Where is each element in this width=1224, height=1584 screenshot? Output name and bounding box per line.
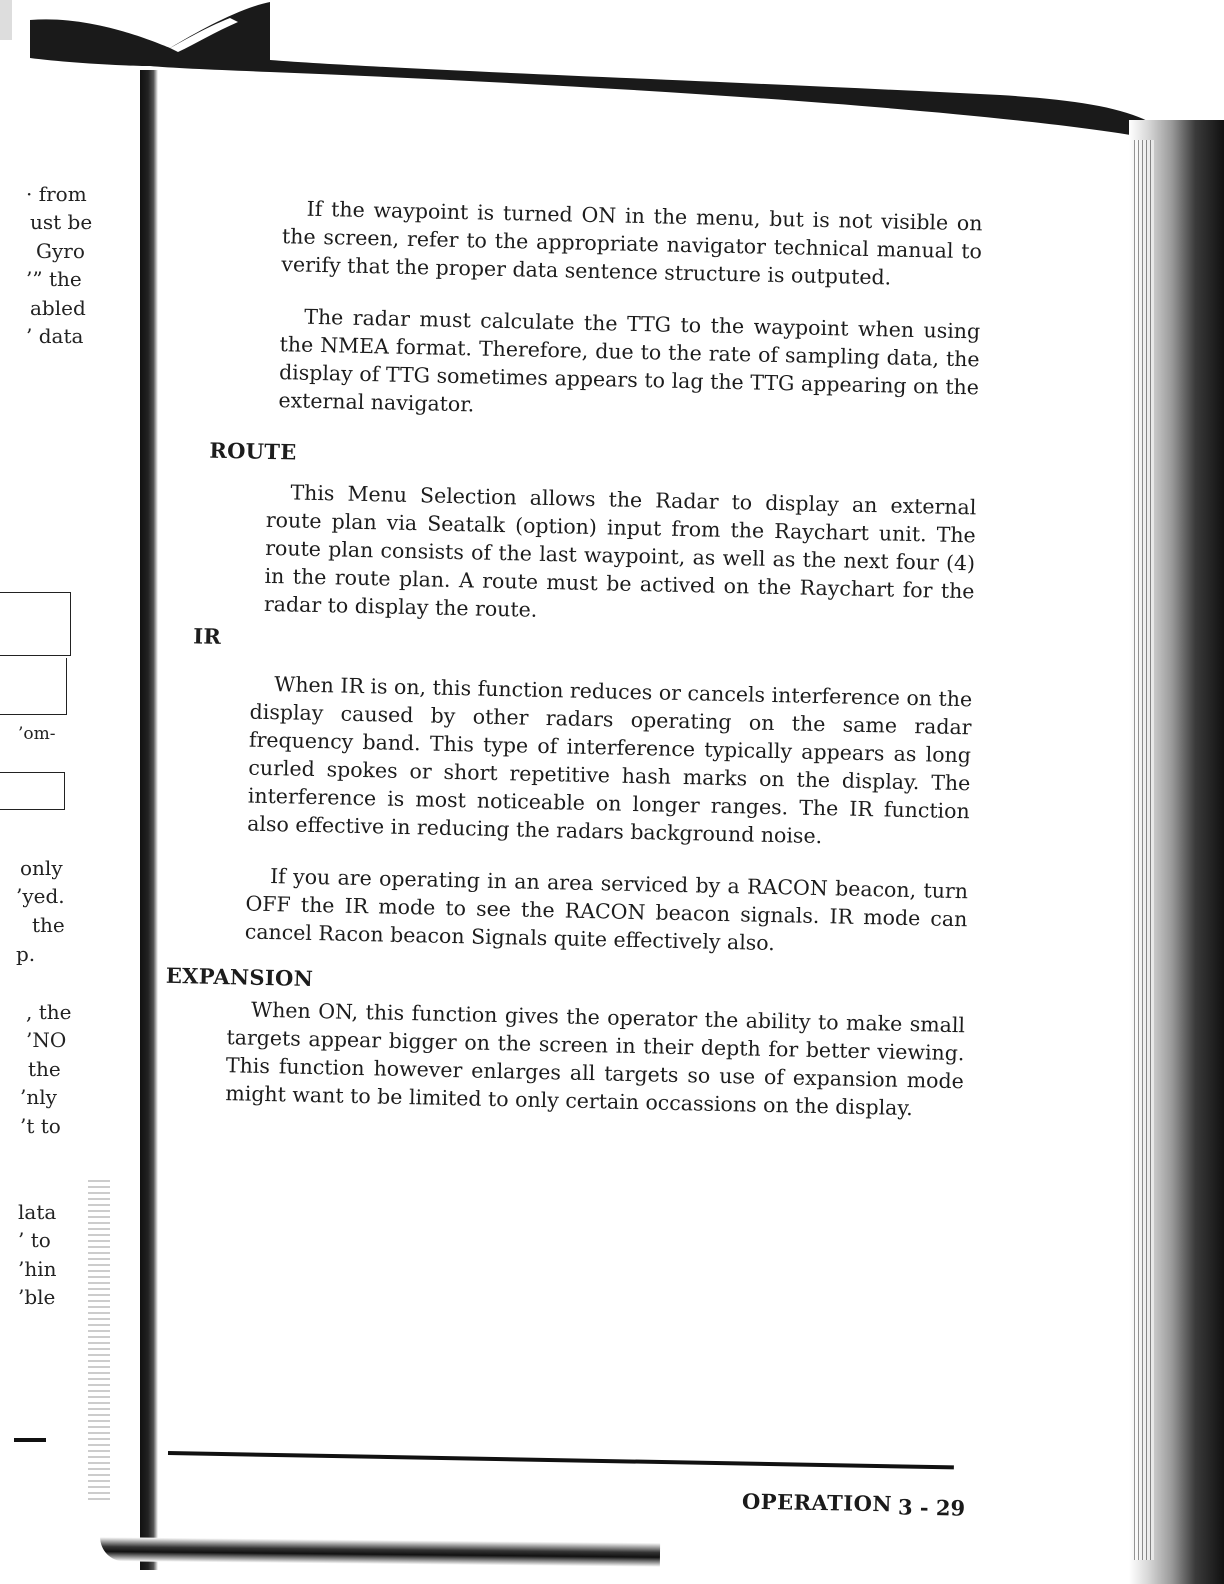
left-fragment: , the (26, 1000, 72, 1024)
left-fragment: abled (30, 296, 86, 320)
paragraph-ttg-lag: The radar must calculate the TTG to the waypoint when using the NMEA format. Therefore, due to the rate of sampling data, the display of TTG sometimes appears to lag the TTG appearing on the external navigator. (278, 304, 981, 417)
footer-rule (168, 1451, 954, 1469)
left-fragment: ’ble (18, 1285, 56, 1309)
paragraph-route: This Menu Selection allows the Radar to display an external route plan via Seatalk (option) input from the Raychart unit. The route plan consists of the last waypoint, as well as the next four (4) in the route plan. A route must be actived on the Raychart for the radar to display the route. (263, 480, 977, 622)
footer-section-label: OPERATION (741, 1488, 893, 1517)
intro-block (278, 194, 983, 429)
left-edge-speckle (88, 1180, 110, 1500)
left-fragment: ’” the (26, 267, 82, 291)
left-fragment: ’t to (20, 1114, 61, 1138)
top-binding-shadow (0, 0, 1224, 150)
left-dash-mark (14, 1438, 46, 1442)
paragraph-ir-function: When IR is on, this function reduces or cancels interference on the display caused by other radars operating on the same radar frequency band. This type of interference typically appears as long curled spokes or short repetitive hash marks on the display. The interference is most noticeable on longer ranges. The IR function also effective in reducing the radars background noise. (246, 672, 973, 849)
left-fragment: ’yed. (16, 884, 65, 908)
left-fragment: · from (26, 182, 87, 206)
expansion-block (225, 995, 965, 1123)
heading-route: ROUTE (209, 437, 297, 465)
left-fragment: ’hin (18, 1257, 57, 1281)
left-fragment: ’ to (18, 1228, 51, 1252)
left-fragment: the (28, 1057, 61, 1081)
footer-page-number: 3 - 29 (897, 1494, 966, 1521)
heading-expansion: EXPANSION (165, 962, 314, 992)
paragraph-ir-racon: If you are operating in an area serviced by a RACON beacon, turn OFF the IR mode to see the RACON beacon signals. IR mode can cancel Racon beacon Signals quite effectively also. (244, 864, 969, 956)
right-edge-page-lines (1134, 140, 1154, 1560)
left-fragment: only (20, 856, 63, 880)
left-fragment: ’ data (26, 324, 84, 348)
route-block (264, 478, 977, 633)
left-fragment: ust be (30, 210, 93, 234)
left-fragment: p. (16, 942, 36, 966)
binding-gutter (140, 70, 158, 1570)
left-table-box (0, 658, 67, 715)
ir-block (245, 670, 973, 962)
paragraph-waypoint-visibility: If the waypoint is turned ON in the menu, but is not visible on the screen, refer to the appropriate navigator technical manual to verify that the proper data sentence structure is outputed. (281, 196, 983, 290)
bottom-binding-shadow (100, 1537, 660, 1567)
left-table-box (0, 772, 65, 810)
paragraph-expansion: When ON, this function gives the operator the ability to make small targets appear bigger on the screen in their depth for better viewing. This function however enlarges all targets so use of expansion mode might want to be limited to only certain occassions on the display. (225, 997, 966, 1121)
left-fragment: ’om- (18, 724, 56, 744)
left-fragment: the (32, 913, 65, 937)
left-fragment: ’NO (26, 1028, 67, 1052)
left-fragment: Gyro (36, 239, 85, 263)
heading-ir: IR (193, 623, 222, 649)
left-fragment: lata (18, 1200, 57, 1224)
page-content (163, 192, 983, 1123)
left-table-box (0, 592, 71, 656)
left-fragment: ’nly (20, 1085, 57, 1109)
